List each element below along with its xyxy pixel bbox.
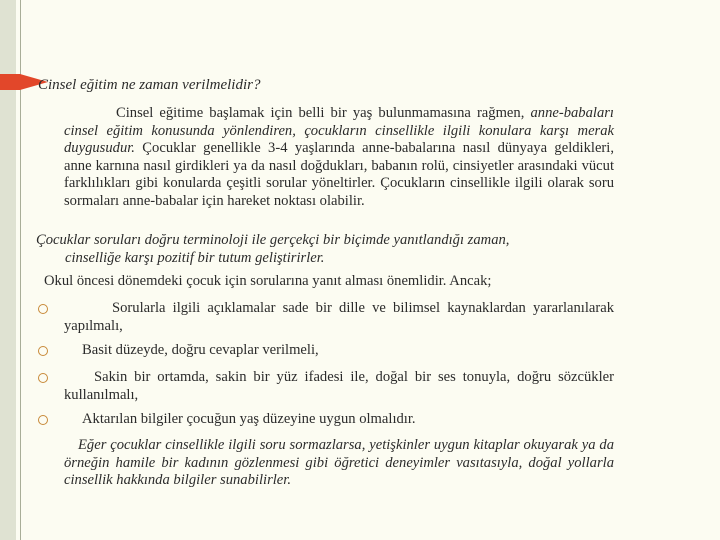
emphasis-line-1: Çocuklar soruları doğru terminoloji ile gerçekçi bir biçimde yanıtlandığı zaman, (36, 232, 510, 248)
bullet-item (40, 300, 614, 335)
bullet-item (40, 369, 614, 404)
bullet-circle-icon (38, 304, 48, 314)
slide-heading: Cinsel eğitim ne zaman verilmelidir? (38, 77, 261, 93)
main-paragraph (64, 105, 614, 210)
bullet-circle-icon (38, 373, 48, 383)
bullet-item (40, 411, 614, 429)
intro-text: Okul öncesi dönemdeki çocuk için sorularına yanıt alması önemlidir. Ancak; (44, 273, 492, 289)
closing-text: Eğer çocuklar cinsellikle ilgili soru sormazlarsa, yetişkinler uygun kitaplar okuyarak ya da örneğin hamile bir kadının gözlenmesi gibi öğretici deneyimler vasıtasıyla, doğal yollarla cinsellik hakkında bilgiler sunabilirler. (64, 437, 614, 488)
main-paragraph-italic: anne-babaları cinsel eğitim konusunda yönlendiren, çocukların cinsellikle ilgili konulara karşı merak duygusudur. (64, 105, 614, 156)
closing-paragraph (64, 437, 614, 490)
emphasis-line-2: cinselliğe karşı pozitif bir tutum geliştirirler. (65, 249, 325, 266)
bullet-text: Sakin bir ortamda, sakin bir yüz ifadesi ile, doğal bir ses tonuyla, doğru sözcükler kullanılmalı, (64, 369, 614, 403)
main-paragraph-start: Cinsel eğitime başlamak için belli bir yaş bulunmamasına rağmen, (116, 105, 531, 121)
bullet-text: Basit düzeyde, doğru cevaplar verilmeli, (82, 342, 319, 358)
bullet-text: Sorularla ilgili açıklamalar sade bir dille ve bilimsel kaynaklardan yararlanılarak yapılmalı, (64, 300, 614, 334)
emphasis-paragraph (36, 232, 616, 267)
bullet-text: Aktarılan bilgiler çocuğun yaş düzeyine uygun olmalıdır. (82, 411, 416, 427)
main-paragraph-end: Çocuklar genellikle 3-4 yaşlarında anne-babalarına nasıl dünyaya geldikleri, anne karnına nasıl girdikleri ya da nasıl doğdukları, babanın rolü, cinsiyetler arasındaki vücut farklılıkları gibi konularda çeşitli sorular yöneltirler. Çocukların cinsellikle ilgili olarak soru sormaları anne-babalar için hareket noktası olabilir. (64, 140, 614, 209)
bullet-circle-icon (38, 346, 48, 356)
bullet-circle-icon (38, 415, 48, 425)
accent-marker-bar (0, 74, 20, 90)
bullet-item (40, 342, 614, 360)
